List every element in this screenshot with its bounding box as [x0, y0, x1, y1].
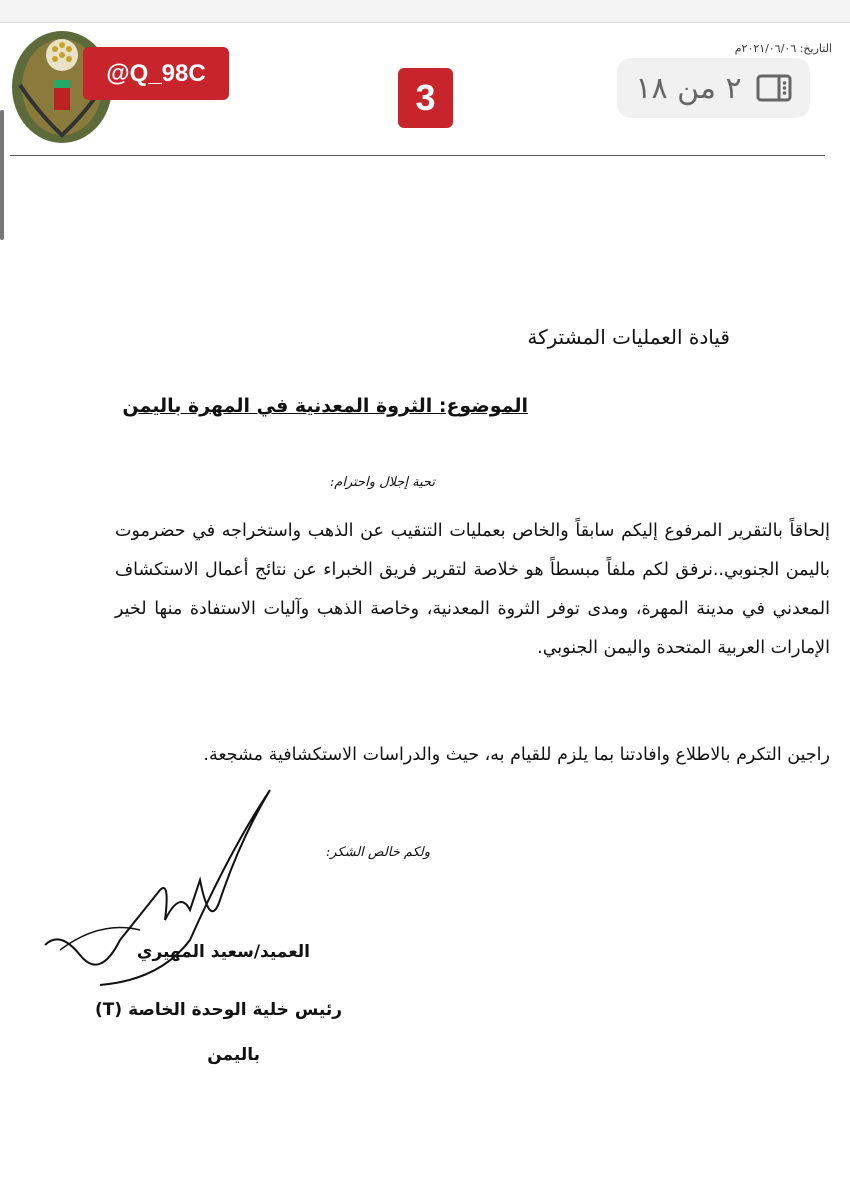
- subject-line: الموضوع: الثروة المعدنية في المهرة باليمن: [122, 395, 528, 417]
- header-divider: [10, 155, 825, 156]
- signatory-name: العميد/سعيد المهيري: [136, 942, 310, 962]
- greeting: تحية إجلال واحترام:: [329, 475, 435, 490]
- browser-top-bar: [0, 0, 850, 23]
- body-paragraph-1: إلحاقاً بالتقرير المرفوع إليكم سابقاً والخاص بعمليات التنقيب عن الذهب واستخراجه في حضرموت باليمن الجنوبي..نرفق لكم ملفاً مبسطاً هو خلاصة لتقرير فريق الخبراء عن نتائج أعمال الاستكشاف المعدني في مدينة المهرة، ومدى توفر الثروة المعدنية، وخاصة الذهب وآليات الاستفادة منها لخير الإمارات العربية المتحدة واليمن الجنوبي.: [115, 521, 830, 658]
- page-number-badge: 3: [398, 68, 453, 128]
- addressee: قيادة العمليات المشتركة: [527, 325, 730, 349]
- watermark-handle: @Q_98C: [83, 47, 229, 100]
- signatory-location: باليمن: [207, 1045, 260, 1065]
- handwritten-signature: [40, 780, 280, 1000]
- scrollbar[interactable]: [0, 110, 4, 240]
- closing-thanks: ولكم خالص الشكر:: [325, 845, 430, 860]
- reader-view-icon: [756, 73, 792, 103]
- page-indicator[interactable]: [617, 58, 810, 118]
- body-paragraph-2: راجين التكرم بالاطلاع وافادتنا بما يلزم للقيام به، حيث والدراسات الاستكشافية مشجعة.: [203, 745, 830, 765]
- document-date: التاريخ: ٢٠٢١/٠٦/٠٦م: [734, 42, 832, 55]
- signatory-title: رئيس خلية الوحدة الخاصة (T): [95, 1000, 342, 1020]
- page-indicator-label: ٢ من ١٨: [635, 70, 742, 106]
